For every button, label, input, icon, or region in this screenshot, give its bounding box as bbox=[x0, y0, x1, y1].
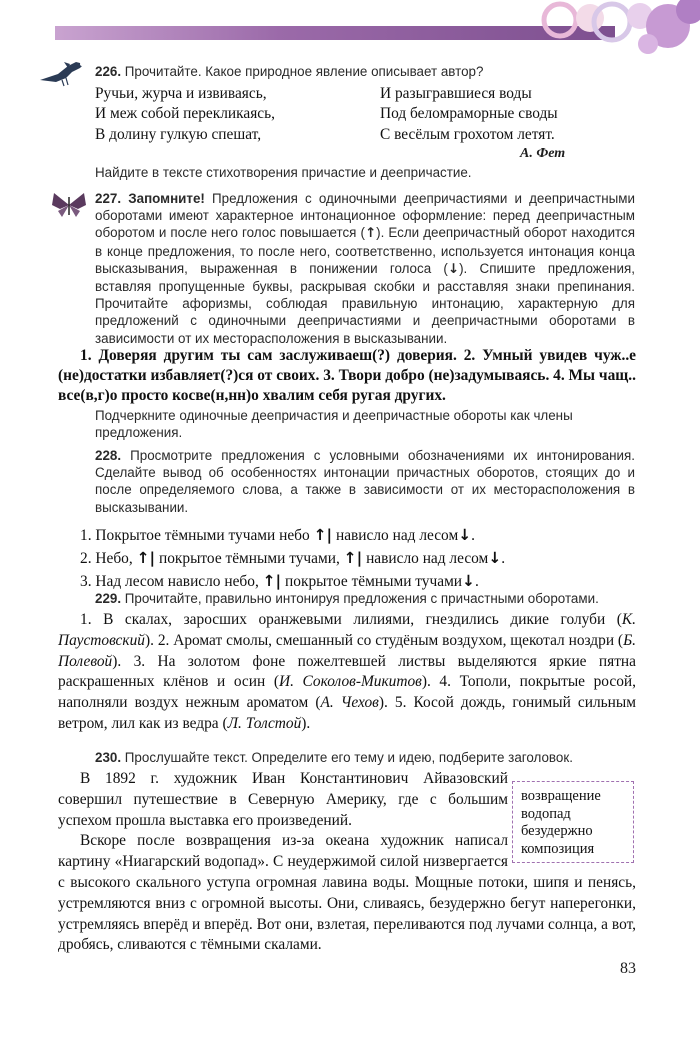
ex229-sentence: 1. В скалах, заросших оранжевыми лилиями, гнездились дикие голуби ( bbox=[80, 611, 622, 628]
ex229-number: 229. bbox=[95, 591, 122, 606]
arrow-up-icon: ↑| bbox=[343, 549, 363, 567]
arrow-down-icon: ↓ bbox=[488, 549, 502, 567]
ex228-text: . bbox=[471, 527, 475, 544]
ex228-line bbox=[80, 524, 640, 547]
vocab-word: композиция bbox=[521, 840, 595, 857]
poem-line: В долину гулкую спешат, bbox=[95, 125, 262, 143]
poem-line: Ручьи, журча и извиваясь, bbox=[95, 85, 267, 102]
ex228-text: нависло над лесом bbox=[335, 527, 459, 544]
arrow-up-icon: ↑| bbox=[313, 526, 333, 544]
ex227-number: 227. bbox=[95, 191, 122, 206]
vocab-word: безудержно bbox=[521, 823, 593, 839]
ex228-task-text: Просмотрите предложения с условными обозначениями их интонирования. Сделайте вывод об особенностях интонации причастных оборотов, стоящих до и после определяемого слова, а также в зависимости от их месторасположения в высказывании. bbox=[95, 448, 635, 515]
ex228-text: 1. Покрытое тёмными тучами небо bbox=[80, 527, 310, 544]
ex230-task bbox=[95, 749, 640, 766]
ex229-sentence: ). bbox=[301, 714, 311, 732]
ex226-task-text: Прочитайте. Какое природное явление описывает автор? bbox=[124, 64, 484, 79]
magpie-bird-icon bbox=[38, 54, 90, 88]
ex227-rule bbox=[95, 190, 635, 347]
ex229-task bbox=[95, 590, 640, 607]
ex228-text: . bbox=[474, 573, 479, 590]
ex226-followup: Найдите в тексте стихотворения причастие и деепричастие. bbox=[95, 165, 472, 180]
arrow-up-icon: ↑| bbox=[262, 572, 282, 590]
header-circles-decoration bbox=[0, 0, 700, 60]
vocabulary-box bbox=[512, 781, 634, 863]
arrow-up-icon: ↑| bbox=[136, 549, 156, 567]
ex229-author: И. Соколов-Микитов bbox=[278, 673, 422, 691]
poem-right-column bbox=[380, 84, 630, 145]
ex228-text: 2. Небо, bbox=[80, 550, 133, 567]
arrow-down-icon: ↓ bbox=[447, 261, 460, 277]
ex228-text: покрытое тёмными тучами bbox=[285, 573, 463, 590]
ex227-heading: Запомните! bbox=[128, 191, 205, 206]
ex228-line bbox=[80, 547, 640, 570]
poem-left-column bbox=[95, 84, 365, 145]
vocab-word: возвращение bbox=[521, 788, 601, 804]
ex230-task-text: Прослушайте текст. Определите его тему и идею, подберите заголовок. bbox=[124, 750, 573, 765]
ex228-text: нависло над лесом bbox=[366, 550, 489, 567]
ex228-text: 3. Над лесом нависло небо, bbox=[80, 573, 259, 590]
poem-line: С весёлым грохотом летят. bbox=[380, 125, 555, 143]
ex227-rule-text: ). Если деепричастный оборот находится в конце предложения, то после него, соответственно, используется интонация конца высказывания, выраженная в понижении голоса ( bbox=[95, 225, 635, 276]
ex227-sentences: 1. Доверяя другим ты сам заслуживаеш(?) доверия. 2. Умный увидев чуж..е (не)достатки избавляет(?)ся от своих. 3. Твори добро (не)задумываясь. 4. Мы чащ.. все(в,г)о просто косве(н,нн)о хвалим себя ругая других. bbox=[58, 347, 636, 404]
poem-author: А. Фет bbox=[520, 146, 566, 161]
ex229-author: Б. Полевой bbox=[58, 631, 636, 670]
arrow-down-icon: ↓ bbox=[462, 572, 475, 590]
page-number: 83 bbox=[620, 960, 636, 977]
ex226-number: 226. bbox=[95, 64, 122, 79]
ex227-rule-text: ). Спишите предложения, вставляя пропущенные буквы, раскрывая скобки и расставляя знаки препинания. Прочитайте афоризмы, соблюдая правильную интонацию, характерную для предложений с одиночными деепричастиями и деепричастными оборотами в зависимости от их месторасположения в высказывании. bbox=[95, 260, 635, 346]
poem-line: Под беломраморные своды bbox=[380, 105, 558, 123]
ex229-sentence: ). 2. Аромат смолы, смешанный со студёным воздухом, щекотал ноздри ( bbox=[144, 631, 624, 649]
ex228-number: 228. bbox=[95, 448, 122, 463]
ex229-text bbox=[58, 610, 636, 735]
ex226-task bbox=[95, 63, 635, 80]
ex229-sentence: ). 3. На золотом фоне пожелтевшей листвы выделяются яркие пятна раскрашенных клёнов и осин ( bbox=[58, 652, 636, 691]
poem-line: И разыгравшиеся воды bbox=[380, 85, 532, 102]
ex228-text: покрытое тёмными тучами, bbox=[158, 550, 340, 567]
ex227-rule-text: Предложения с одиночными деепричастиями и деепричастными оборотами имеют характерное интонационное оформление: перед деепричастным оборотом и после него голос повышается ( bbox=[95, 191, 635, 241]
ex230-paragraph: В 1892 г. художник Иван Константинович Айвазовский совершил путешествие в Северную Америку, где с большим успехом прошла выставка его произведений. bbox=[58, 770, 508, 829]
arrow-up-icon: ↑ bbox=[364, 226, 377, 242]
ex229-author: Л. Толстой bbox=[227, 714, 302, 732]
poem-line: И меж собой перекликаясь, bbox=[95, 105, 275, 123]
ex229-author: К. Паустовский bbox=[58, 611, 636, 649]
ex229-task-text: Прочитайте, правильно интонируя предложения с причастными оборотами. bbox=[124, 591, 599, 606]
ex229-sentence: ). 5. Косой дождь, гонимый сильным ветром, лил как из ведра ( bbox=[58, 694, 636, 732]
ex227-followup: Подчеркните одиночные деепричастия и деепричастные обороты как члены предложения. bbox=[95, 408, 573, 441]
ex228-text: . bbox=[501, 550, 506, 567]
vocab-word: водопад bbox=[521, 805, 571, 822]
arrow-down-icon: ↓ bbox=[458, 526, 472, 544]
ex230-number: 230. bbox=[95, 750, 122, 765]
ex230-paragraph: Вскоре после возвращения из-за океана художник написал картину «Ниагарский водопад». С неудержимой силой низвергается с высокого скального уступа огромная лавина воды. Мощные потоки, шипя и пенясь, устремляются вниз с огромной высоты. Они, сливаясь, безудержно бегут наперегонки, устремляясь вперёд и вперёд. Вот они, взлетая, переливаются под лучами солнца, а вот, дробясь, сливаются с тёмными скалами. bbox=[58, 832, 636, 954]
ex229-sentence: ). 4. Тополи, покрытые росой, наполняли воздух нежным ароматом ( bbox=[58, 673, 636, 712]
ex228-sentences bbox=[80, 524, 640, 593]
butterfly-icon bbox=[50, 191, 88, 219]
ex228-task bbox=[95, 447, 635, 516]
ex229-author: А. Чехов bbox=[320, 694, 379, 712]
